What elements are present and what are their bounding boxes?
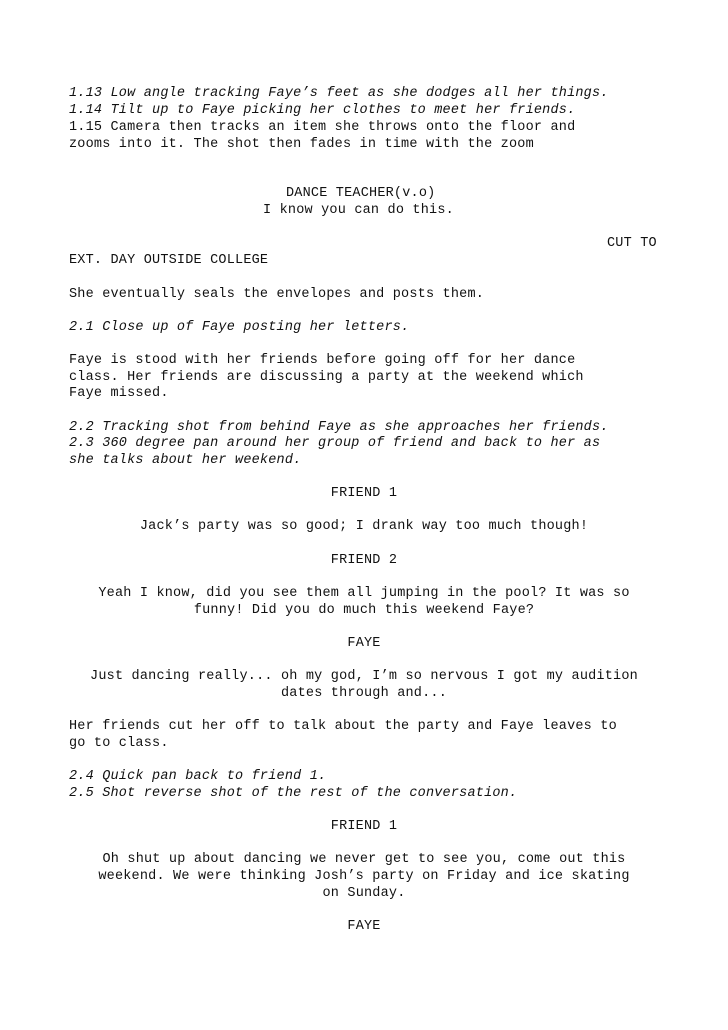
shot-direction: 1.13 Low angle tracking Faye’s feet as she dodges all her things.	[69, 86, 609, 101]
action-line: Her friends cut her off to talk about the party and Faye leaves to	[69, 719, 617, 734]
scene-heading: EXT. DAY OUTSIDE COLLEGE	[69, 253, 269, 268]
shot-direction: 2.4 Quick pan back to friend 1.	[69, 769, 327, 784]
shot-direction: she talks about her weekend.	[69, 453, 302, 468]
dialogue-line: Just dancing really... oh my god, I’m so nervous I got my audition	[90, 669, 638, 684]
dialogue-line: weekend. We were thinking Josh’s party on Friday and ice skating	[98, 869, 630, 884]
shot-direction: 2.2 Tracking shot from behind Faye as she approaches her friends.	[69, 420, 609, 435]
shot-direction: 1.14 Tilt up to Faye picking her clothes to meet her friends.	[69, 103, 576, 118]
dialogue-line: I know you can do this.	[263, 203, 454, 218]
action-line: Faye missed.	[69, 386, 169, 401]
dialogue-line: dates through and...	[280, 686, 448, 701]
character-name: DANCE TEACHER(v.o)	[286, 186, 436, 201]
shot-direction: 1.15 Camera then tracks an item she throws onto the floor and	[69, 120, 576, 135]
dialogue-line: Yeah I know, did you see them all jumping in the pool? It was so	[98, 586, 630, 601]
dialogue-line: funny! Did you do much this weekend Faye?	[193, 603, 535, 618]
action-line: go to class.	[69, 736, 169, 751]
action-line: class. Her friends are discussing a party at the weekend which	[69, 370, 584, 385]
dialogue-line: Oh shut up about dancing we never get to see you, come out this	[102, 852, 626, 867]
action-line: She eventually seals the envelopes and posts them.	[69, 287, 485, 302]
action-line: Faye is stood with her friends before going off for her dance	[69, 353, 576, 368]
shot-direction: 2.1 Close up of Faye posting her letters.	[69, 320, 410, 335]
dialogue-line: Jack’s party was so good; I drank way too much though!	[139, 519, 589, 534]
shot-direction: 2.5 Shot reverse shot of the rest of the conversation.	[69, 786, 518, 801]
shot-direction: 2.3 360 degree pan around her group of friend and back to her as	[69, 436, 601, 451]
shot-direction: zooms into it. The shot then fades in time with the zoom	[69, 137, 534, 152]
character-name: FRIEND 2	[330, 553, 398, 568]
character-name: FRIEND 1	[330, 819, 398, 834]
transition: CUT TO	[607, 236, 657, 251]
character-name: FRIEND 1	[330, 486, 398, 501]
character-name: FAYE	[347, 636, 381, 651]
dialogue-line: on Sunday.	[322, 886, 406, 901]
character-name: FAYE	[347, 919, 381, 934]
